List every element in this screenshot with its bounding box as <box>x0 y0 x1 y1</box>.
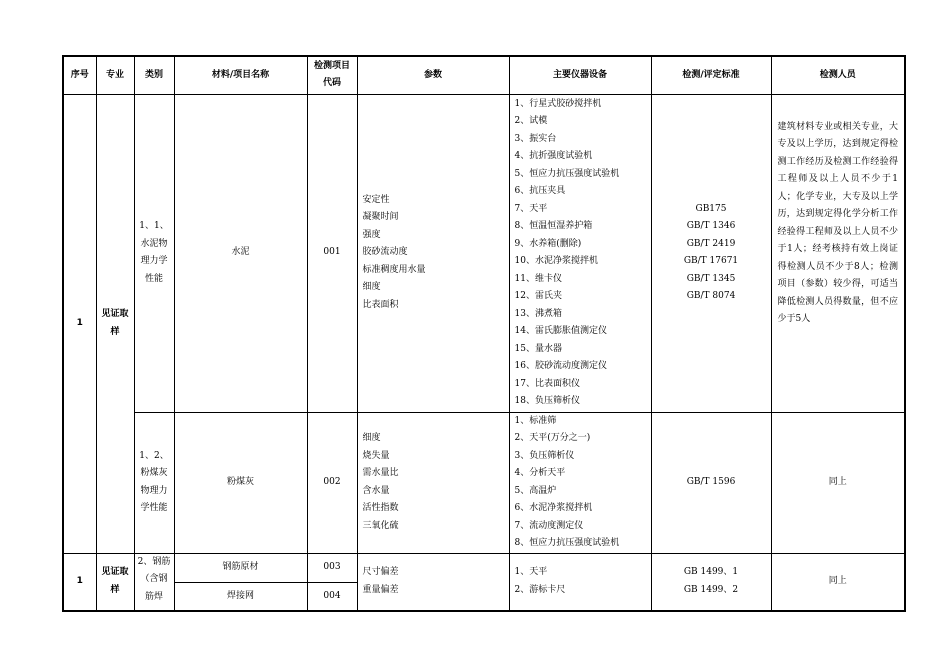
row-material: 粉煤灰 <box>174 412 307 553</box>
row-category: 2、钢筋（含钢筋焊 <box>134 553 174 611</box>
list-item: GB/T 2419 <box>686 238 736 249</box>
header-material: 材料/项目名称 <box>174 56 307 94</box>
list-item: 6、抗压夹具 <box>514 186 566 196</box>
list-item: 需水量比 <box>362 468 399 478</box>
row-category: 1、1、水泥物理力学性能 <box>134 94 174 412</box>
list-item: 1、标准筛 <box>514 415 557 426</box>
row-equipment <box>509 412 651 553</box>
list-item: 细度 <box>362 282 381 293</box>
list-item: 3、振实台 <box>514 133 557 144</box>
list-item: 强度 <box>362 229 381 240</box>
list-item: 安定性 <box>362 194 390 205</box>
list-item: 细度 <box>362 433 381 443</box>
list-item: 2、试模 <box>514 116 548 126</box>
table-row <box>63 94 905 412</box>
list-item: GB/T 8074 <box>686 291 736 301</box>
header-equipment: 主要仪器设备 <box>509 56 651 94</box>
header-major: 专业 <box>96 56 134 94</box>
row-material: 焊接网 <box>174 582 307 611</box>
header-category: 类别 <box>134 56 174 94</box>
list-item: GB/T 1346 <box>686 221 736 231</box>
list-item: 13、沸煮箱 <box>514 308 562 319</box>
list-item: 1、天平 <box>514 567 548 578</box>
list-item: 2、游标卡尺 <box>514 584 566 595</box>
row-code: 001 <box>307 94 357 412</box>
list-item: 尺寸偏差 <box>362 567 399 578</box>
list-item: 18、负压筛析仪 <box>514 396 580 406</box>
row-seq: 1 <box>63 553 96 611</box>
list-item: 17、比表面积仪 <box>514 378 580 389</box>
row-staff: 建筑材料专业或相关专业，大专及以上学历，达到规定得检测工作经历及检测工作经验得工程师及以上人员不少于1人；化学专业，大专及以上学历，达到规定得化学分析工作经验得工程师及以上人员不少于1人；经考核持有效上岗证得检测人员不少于8人；检测项目（参数）较少得，可适当降低检测人员得数量，但不应少于5人 <box>771 94 905 412</box>
list-item: 14、雷氏膨胀值测定仪 <box>514 326 607 336</box>
list-item: 15、量水器 <box>514 343 562 354</box>
list-item: GB 1499、2 <box>683 584 739 595</box>
list-item: GB/T 1596 <box>686 476 736 487</box>
list-item: 重量偏差 <box>362 584 399 595</box>
header-seq: 序号 <box>63 56 96 94</box>
row-params <box>357 553 509 611</box>
list-item: 含水量 <box>362 485 390 496</box>
row-params <box>357 94 509 412</box>
list-item: GB/T 1345 <box>686 273 736 284</box>
list-item: 4、抗折强度试验机 <box>514 151 593 161</box>
inspection-table <box>62 55 906 612</box>
list-item: 6、水泥净浆搅拌机 <box>514 503 593 513</box>
list-item: 10、水泥净浆搅拌机 <box>514 256 598 266</box>
row-code: 002 <box>307 412 357 553</box>
list-item: 12、雷氏夹 <box>514 291 562 301</box>
row-major: 见证取样 <box>96 553 134 611</box>
row-equipment <box>509 553 651 611</box>
row-material: 水泥 <box>174 94 307 412</box>
list-item: 凝聚时间 <box>362 212 399 223</box>
row-params <box>357 412 509 553</box>
list-item: 16、胶砂流动度测定仪 <box>514 361 607 371</box>
row-standards <box>651 553 771 611</box>
list-item: 烧失量 <box>362 450 390 461</box>
list-item: 8、恒应力抗压强度试验机 <box>514 538 620 548</box>
list-item: 8、恒温恒湿养护箱 <box>514 221 593 231</box>
list-item: 标准稠度用水量 <box>362 264 426 275</box>
list-item: GB175 <box>695 203 727 214</box>
list-item: 7、流动度测定仪 <box>514 520 584 531</box>
list-item: 比表面积 <box>362 299 399 310</box>
list-item: 2、天平(万分之一) <box>514 433 591 443</box>
header-standard: 检测/评定标准 <box>651 56 771 94</box>
list-item: 11、维卡仪 <box>514 273 562 284</box>
list-item: 胶砂流动度 <box>362 247 408 258</box>
row-category: 1、2、粉煤灰物理力学性能 <box>134 412 174 553</box>
header-staff: 检测人员 <box>771 56 905 94</box>
row-standards <box>651 412 771 553</box>
row-material: 钢筋原材 <box>174 553 307 582</box>
header-row <box>63 56 905 94</box>
header-code: 检测项目代码 <box>307 56 357 94</box>
list-item: GB 1499、1 <box>683 567 739 578</box>
row-code: 004 <box>307 582 357 611</box>
table-row <box>63 553 905 582</box>
list-item: 7、天平 <box>514 203 548 214</box>
list-item: 三氧化硫 <box>362 520 399 531</box>
row-code: 003 <box>307 553 357 582</box>
list-item: 1、行星式胶砂搅拌机 <box>514 98 602 109</box>
list-item: 4、分析天平 <box>514 468 566 478</box>
list-item: 5、高温炉 <box>514 485 557 496</box>
list-item: 9、水养箱(删除) <box>514 238 582 249</box>
list-item: GB/T 17671 <box>683 256 739 266</box>
row-staff: 同上 <box>771 412 905 553</box>
list-item: 活性指数 <box>362 503 399 513</box>
row-staff: 同上 <box>771 553 905 611</box>
row-seq: 1 <box>63 94 96 553</box>
row-major: 见证取样 <box>96 94 134 553</box>
row-equipment <box>509 94 651 412</box>
header-params: 参数 <box>357 56 509 94</box>
table-row <box>63 412 905 553</box>
row-standards <box>651 94 771 412</box>
list-item: 3、负压筛析仪 <box>514 450 575 461</box>
list-item: 5、恒应力抗压强度试验机 <box>514 168 620 179</box>
